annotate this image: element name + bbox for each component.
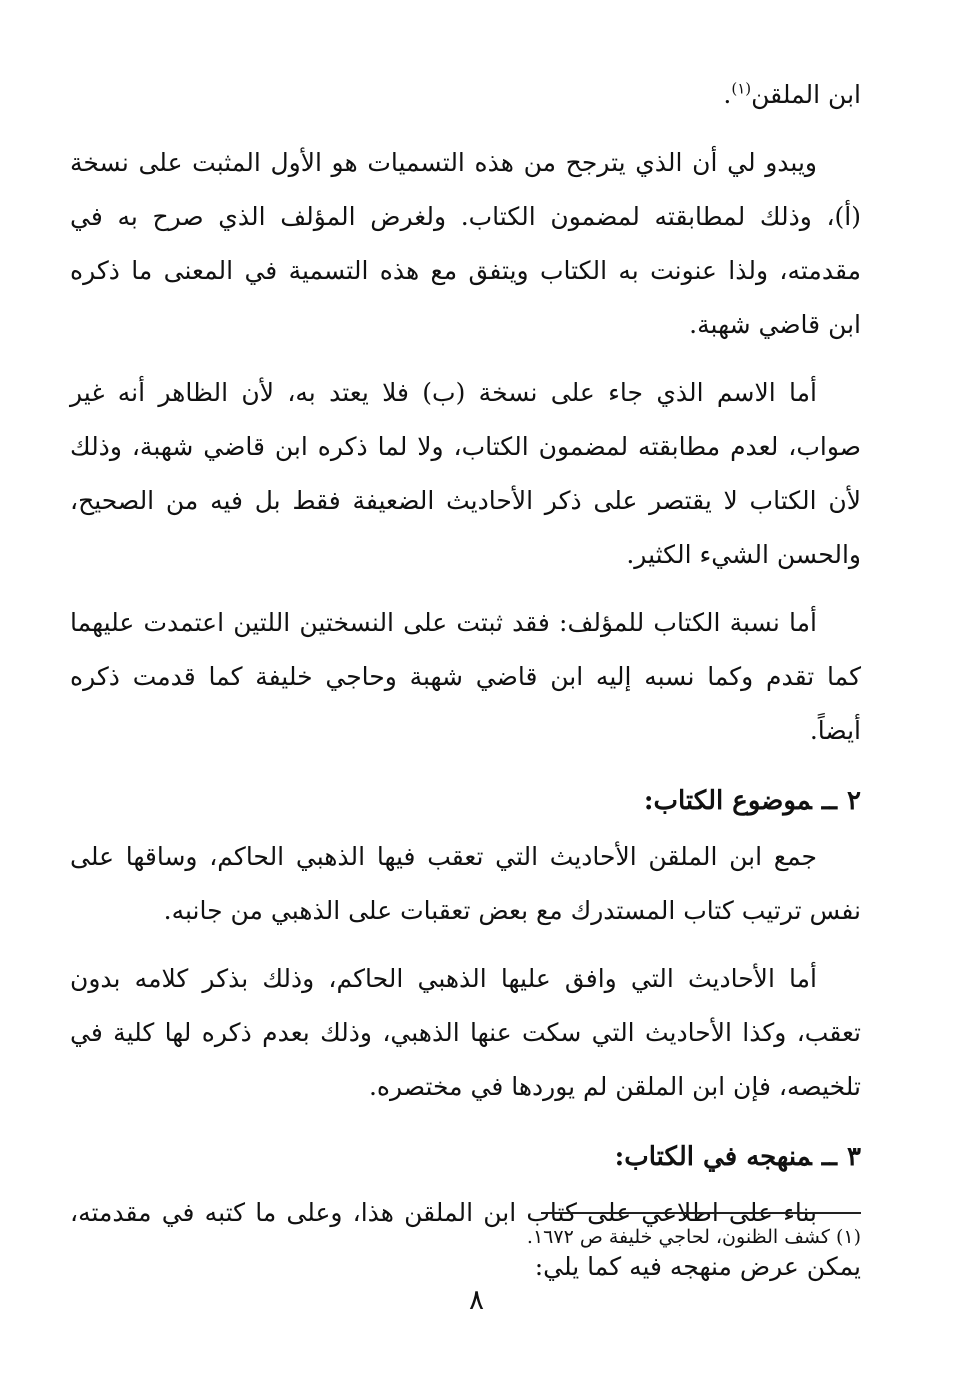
paragraph-attribution: أما نسبة الكتاب للمؤلف: فقد ثبتت على النسختين اللتين اعتمدت عليهما كما تقدم وكما نسبه إليه ابن قاضي شهبة وحاجي خليفة كما قدمت ذكره أيضاً. <box>70 608 861 745</box>
paragraph-manuscript-b: أما الاسم الذي جاء على نسخة (ب) فلا يعتد به، لأن الظاهر أنه غير صواب، لعدم مطابقته لمضمون الكتاب، ولا لما ذكره ابن قاضي شهبة، وذلك لأن الكتاب لا يقتصر على ذكر الأحاديث الضعيفة فقط بل فيه من الصحيح، والحسن الشيء الكثير. <box>70 378 861 569</box>
continuation-text: ابن الملقن <box>751 80 861 109</box>
section-dash: ــ <box>821 1142 838 1172</box>
footnotes <box>526 1212 861 1252</box>
page-body <box>70 68 861 1294</box>
section-heading-3 <box>70 1130 861 1184</box>
footnote-text: (١) كشف الظنون، لحاجي خليفة ص ١٦٧٢. <box>526 1226 861 1248</box>
footnote-separator <box>541 1212 861 1214</box>
paragraph-book-subject: جمع ابن الملقن الأحاديث التي تعقب فيها الذهبي الحاكم، وساقها على نفس ترتيب كتاب المستدرك مع بعض تعقبات على الذهبي من جانبه. <box>70 842 861 925</box>
paragraph-title-preference: ويبدو لي أن الذي يترجح من هذه التسميات هو الأول المثبت على نسخة (أ)، وذلك لمطابقته لمضمون الكتاب. ولغرض المؤلف الذي صرح به في مقدمته، ولذا عنونت به الكتاب ويتفق مع هذه التسمية في المعنى ما ذكره ابن قاضي شهبة. <box>70 148 861 339</box>
section-number: ٢ <box>847 786 861 816</box>
paragraph-agreed-hadiths: أما الأحاديث التي وافق عليها الذهبي الحاكم، وذلك بذكر كلامه بدون تعقب، وكذا الأحاديث التي سكت عنها الذهبي، وذلك بعدم ذكره لها كلية في تلخيصه، فإن ابن الملقن لم يوردها في مختصره. <box>70 964 861 1101</box>
paragraph-continuation <box>70 68 861 122</box>
footnote-reference: (١) <box>731 79 752 98</box>
page-number: ٨ <box>468 1283 485 1316</box>
section-dash: ــ <box>821 786 838 816</box>
section-number: ٣ <box>847 1142 861 1172</box>
section-title: منهجه في الكتاب: <box>614 1142 812 1172</box>
paragraph-methodology: بناء على اطلاعي على كتاب ابن الملقن هذا، وعلى ما كتبه في مقدمته، يمكن عرض منهجه فيه كما يلي: <box>70 1198 861 1281</box>
section-heading-2 <box>70 774 861 828</box>
continuation-period: . <box>723 80 732 109</box>
section-title: موضوع الكتاب: <box>643 786 812 816</box>
